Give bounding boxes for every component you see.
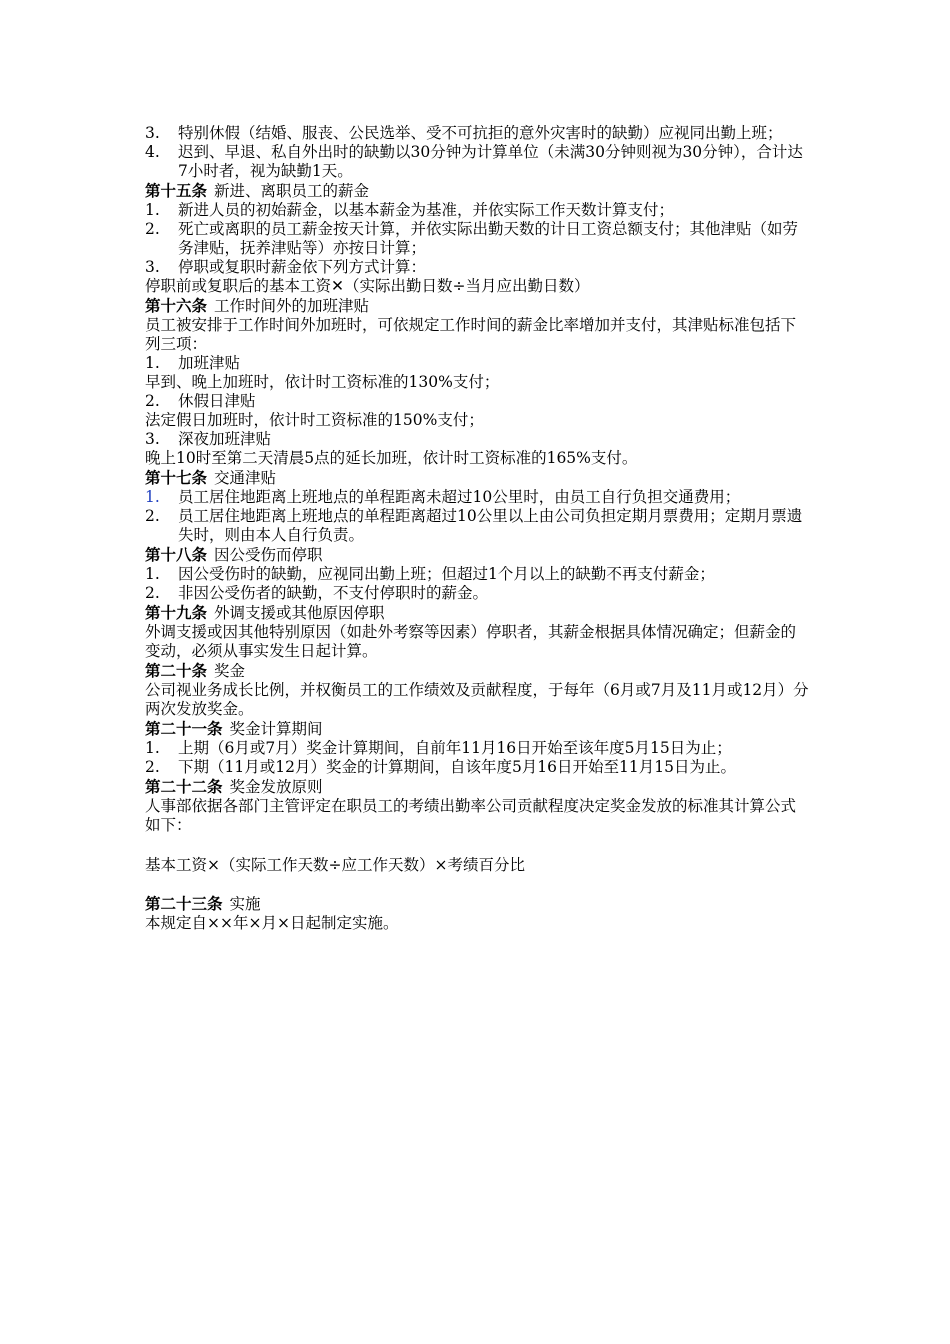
article-label: 第二十二条 xyxy=(145,777,223,796)
paragraph: 人事部依据各部门主管评定在职员工的考绩出勤率公司贡献程度决定奖金发放的标准其计算公式如下： xyxy=(145,797,797,834)
article-label: 第二十一条 xyxy=(145,719,223,738)
list-text: 员工居住地距离上班地点的单程距离未超过10公里时，由员工自行负担交通费用； xyxy=(178,488,741,506)
list-text: 休假日津贴 xyxy=(178,392,256,410)
list-number: 1. xyxy=(145,201,160,219)
article-title: 奖金 xyxy=(214,662,246,680)
list-number: 1. xyxy=(145,488,160,506)
list-number: 2. xyxy=(145,220,160,238)
list-item xyxy=(145,430,810,449)
paragraph: 员工被安排于工作时间外加班时，可依规定工作时间的薪金比率增加并支付，其津贴标准包括下列三项： xyxy=(145,316,797,353)
list-item xyxy=(145,392,810,411)
paragraph: 本规定自××年×月×日起制定实施。 xyxy=(145,914,399,932)
article-heading-21 xyxy=(145,719,810,739)
list-item xyxy=(145,584,810,603)
list-item xyxy=(145,739,810,758)
list-number: 2. xyxy=(145,392,160,410)
list-item xyxy=(145,507,810,545)
list-text: 因公受伤时的缺勤，应视同出勤上班；但超过1个月以上的缺勤不再支付薪金； xyxy=(178,565,715,583)
article-label: 第十五条 xyxy=(145,181,208,200)
blank-line xyxy=(145,835,810,854)
article-title: 奖金计算期间 xyxy=(229,720,323,738)
list-text: 员工居住地距离上班地点的单程距离超过10公里以上由公司负担定期月票费用；定期月票遗失时，则由本人自行负责。 xyxy=(178,507,803,544)
article-heading-18 xyxy=(145,545,810,565)
list-number: 2. xyxy=(145,584,160,602)
article-label: 第十九条 xyxy=(145,603,208,622)
article-label: 第十八条 xyxy=(145,545,208,564)
blank-line xyxy=(145,875,810,894)
list-number: 1. xyxy=(145,739,160,757)
paragraph: 早到、晚上加班时，依计时工资标准的130%支付； xyxy=(145,373,500,391)
article-title: 外调支援或其他原因停职 xyxy=(214,604,385,622)
list-number: 2. xyxy=(145,507,160,525)
paragraph: 公司视业务成长比例，并权衡员工的工作绩效及贡献程度，于每年（6月或7月及11月或12月）分两次发放奖金。 xyxy=(145,681,809,718)
paragraph: 晚上10时至第二天清晨5点的延长加班，依计时工资标准的165%支付。 xyxy=(145,449,638,467)
article-label: 第十七条 xyxy=(145,468,208,487)
list-text: 深夜加班津贴 xyxy=(178,430,272,448)
list-text: 加班津贴 xyxy=(178,354,241,372)
article-label: 第十六条 xyxy=(145,296,208,315)
list-number: 1. xyxy=(145,354,160,372)
list-number: 4. xyxy=(145,143,160,161)
article-heading-22 xyxy=(145,777,810,797)
article-title: 新进、离职员工的薪金 xyxy=(214,182,370,200)
list-number: 3. xyxy=(145,258,160,276)
list-item xyxy=(145,488,810,507)
list-item xyxy=(145,201,810,220)
list-item xyxy=(145,143,810,181)
list-text: 迟到、早退、私自外出时的缺勤以30分钟为计算单位（未满30分钟则视为30分钟），合计达7小时者，视为缺勤1天。 xyxy=(178,143,803,180)
article-title: 因公受伤而停职 xyxy=(214,546,323,564)
list-item xyxy=(145,220,810,258)
list-number: 1. xyxy=(145,565,160,583)
list-number: 2. xyxy=(145,758,160,776)
article-title: 交通津贴 xyxy=(214,469,277,487)
list-text: 非因公受伤者的缺勤，不支付停职时的薪金。 xyxy=(178,584,489,602)
formula-text: 停职前或复职后的基本工资✕（实际出勤日数÷当月应出勤日数） xyxy=(145,277,590,295)
list-text: 死亡或离职的员工薪金按天计算，并依实际出勤天数的计日工资总额支付；其他津贴（如劳务津贴，抚养津贴等）亦按日计算； xyxy=(178,220,799,257)
list-text: 停职或复职时薪金依下列方式计算： xyxy=(178,258,427,276)
list-text: 特别休假（结婚、服丧、公民选举、受不可抗拒的意外灾害时的缺勤）应视同出勤上班； xyxy=(178,124,783,142)
list-item xyxy=(145,124,810,143)
list-item xyxy=(145,758,810,777)
article-title: 工作时间外的加班津贴 xyxy=(214,297,370,315)
article-title: 实施 xyxy=(229,895,261,913)
formula-text: 基本工资×（实际工作天数÷应工作天数）×考绩百分比 xyxy=(145,856,525,874)
article-label: 第二十条 xyxy=(145,661,208,680)
list-text: 上期（6月或7月）奖金计算期间，自前年11月16日开始至该年度5月15日为止； xyxy=(178,739,732,757)
paragraph: 外调支援或因其他特别原因（如赴外考察等因素）停职者，其薪金根据具体情况确定；但薪金的变动，必须从事实发生日起计算。 xyxy=(145,623,797,660)
paragraph: 法定假日加班时，依计时工资标准的150%支付； xyxy=(145,411,484,429)
list-number: 3. xyxy=(145,124,160,142)
list-item xyxy=(145,258,810,277)
list-item xyxy=(145,565,810,584)
list-number: 3. xyxy=(145,430,160,448)
article-label: 第二十三条 xyxy=(145,894,223,913)
list-text: 新进人员的初始薪金，以基本薪金为基准，并依实际工作天数计算支付； xyxy=(178,201,675,219)
article-heading-20 xyxy=(145,661,810,681)
article-heading-16 xyxy=(145,296,810,316)
article-heading-19 xyxy=(145,603,810,623)
article-heading-17 xyxy=(145,468,810,488)
list-item xyxy=(145,354,810,373)
article-heading-15 xyxy=(145,181,810,201)
article-heading-23 xyxy=(145,894,810,914)
document-page xyxy=(145,124,810,933)
article-title: 奖金发放原则 xyxy=(229,778,323,796)
list-text: 下期（11月或12月）奖金的计算期间，自该年度5月16日开始至11月15日为止。 xyxy=(178,758,736,776)
